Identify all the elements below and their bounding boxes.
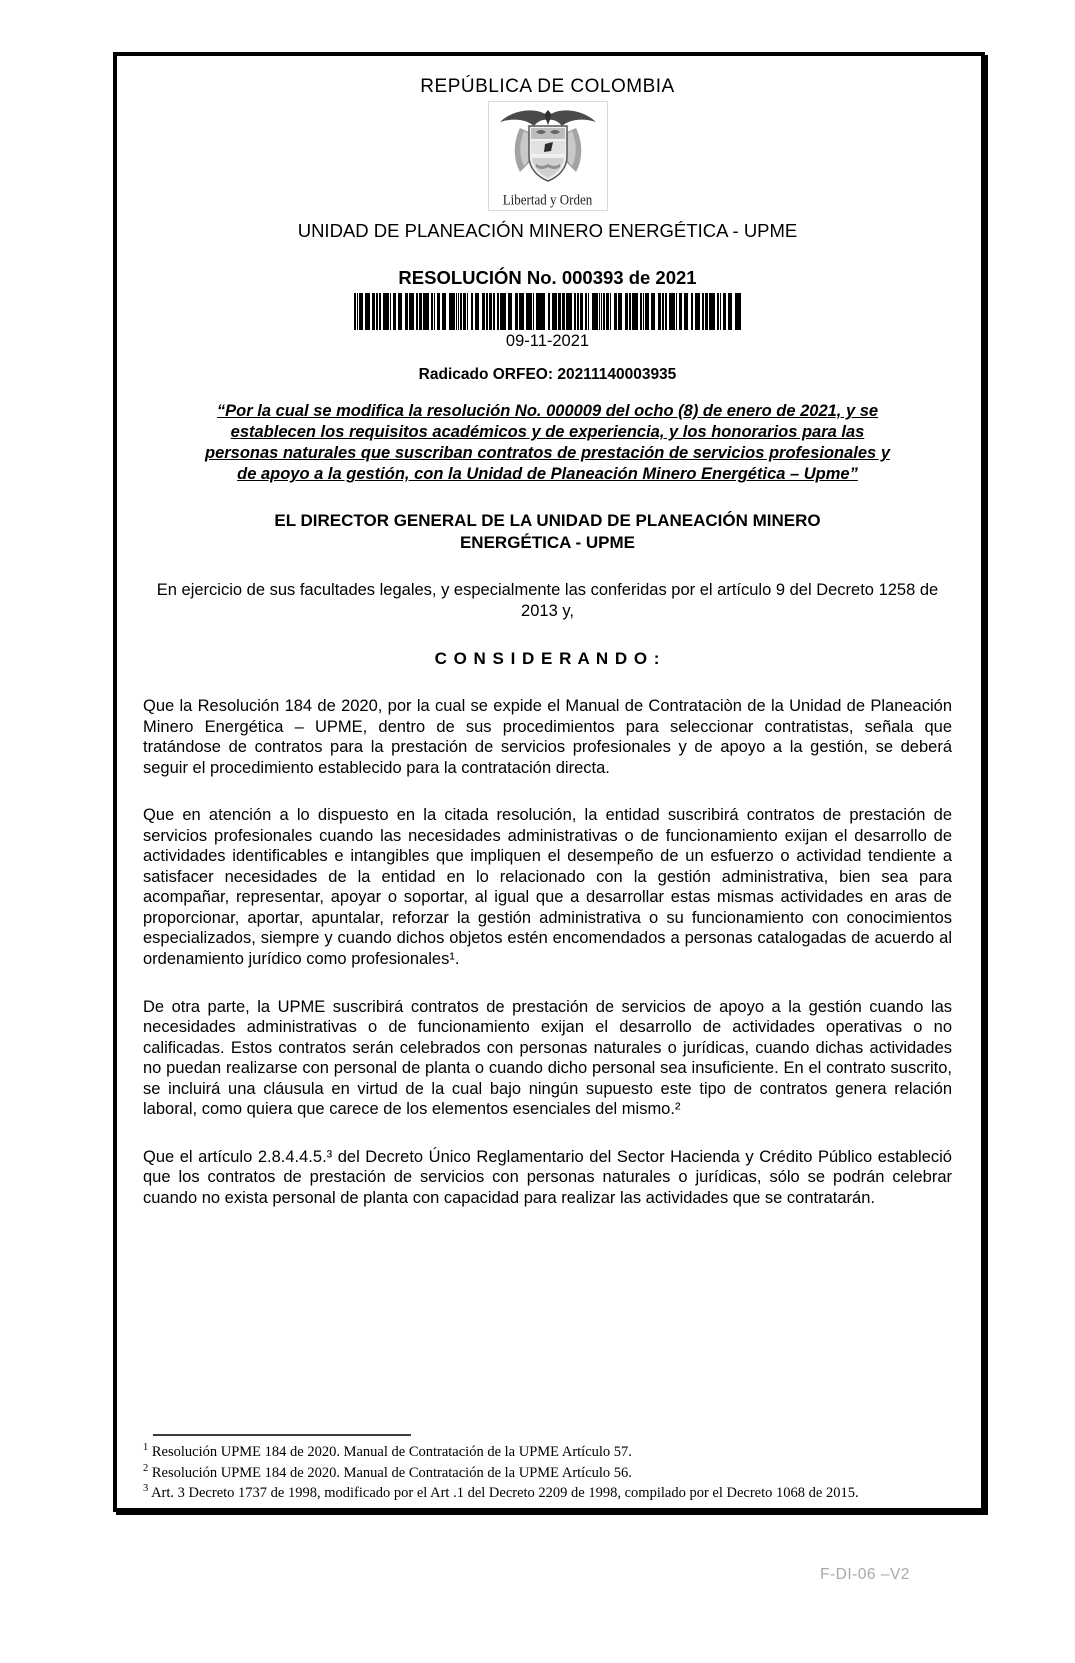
resolution-subject: “Por la cual se modifica la resolución No. 000009 del ocho (8) de enero de 2021, y se establecen los requisitos académicos y de experiencia, y los honorarios para las personas naturales que suscriban contratos de prestación de servicios profesionales y de apoyo a la gestión, con la Unidad de Planeación Minero Energética – Upme”	[205, 402, 890, 484]
footnote-3-text: Art. 3 Decreto 1737 de 1998, modificado por el Art .1 del Decreto 2209 de 1998, compilado por el Decreto 1068 de 2015.	[148, 1485, 859, 1502]
footnote-separator	[153, 1434, 411, 1436]
barcode-image	[354, 293, 742, 330]
legal-basis-text: En ejercicio de sus facultades legales, y especialmente las conferidas por el artículo 9 del Decreto 1258 de 2013 y,	[156, 580, 939, 621]
footnote-2	[143, 1462, 952, 1483]
paragraph-4: Que el artículo 2.8.4.4.5.³ del Decreto Único Reglamentario del Sector Hacienda y Crédito Público estableció que los contratos de prestación de servicios con personas naturales o jurídicas, sólo se podrán celebrar cuando no exista personal de planta con capacidad para realizar las actividades que se contratarán.	[143, 1147, 952, 1207]
footnote-1-marker: 1	[143, 1441, 149, 1453]
republic-heading: REPÚBLICA DE COLOMBIA	[420, 76, 675, 97]
footnote-3	[143, 1482, 952, 1503]
paragraph-3: De otra parte, la UPME suscribirá contratos de prestación de servicios de apoyo a la gestión cuando las necesidades administrativas o de funcionamiento exijan el desarrollo de actividades operativas o no calificadas. Estos contratos serán celebrados con personas naturales o jurídicas, cuando dichas actividades no puedan realizarse con personal de planta o cuando dicho personal sea insuficiente. En el contrato suscrito, se incluirá una cláusula en virtud de la cual bajo ningún supuesto este tipo de contratos genera relación laboral, como quiera que carece de los elementos esenciales del mismo.²	[143, 997, 952, 1119]
considerando-heading: C O N S I D E R A N D O :	[434, 649, 661, 669]
form-code-footer: F-DI-06 –V2	[820, 1566, 910, 1583]
resolution-title: RESOLUCIÓN No. 000393 de 2021	[398, 267, 697, 288]
footnote-1-text: Resolución UPME 184 de 2020. Manual de Contratación de la UPME Artículo 57.	[148, 1443, 632, 1460]
crest-motto: Libertad y Orden	[502, 191, 593, 208]
barcode-date: 09-11-2021	[505, 332, 590, 350]
entity-heading: UNIDAD DE PLANEACIÓN MINERO ENERGÉTICA - UPME	[297, 220, 798, 241]
paragraph-1: Que la Resolución 184 de 2020, por la cual se expide el Manual de Contrataciòn de la Unidad de Planeación Minero Energética – UPME, dentro de sus procedimientos para seleccionar contratistas, señala que tratándose de contratos para la prestación de servicios profesionales y de apoyo a la gestión, se deberá seguir el procedimiento establecido para la contratación directa.	[143, 697, 952, 777]
footnote-2-text: Resolución UPME 184 de 2020. Manual de Contratación de la UPME Artículo 56.	[148, 1464, 632, 1481]
footnote-1	[143, 1441, 952, 1462]
issuer-heading: EL DIRECTOR GENERAL DE LA UNIDAD DE PLANEACIÓN MINERO ENERGÉTICA - UPME	[274, 511, 821, 552]
page-border-frame	[113, 52, 985, 1512]
footnote-2-marker: 2	[143, 1462, 149, 1474]
coat-of-arms-icon	[496, 104, 600, 192]
paragraph-2: Que en atención a lo dispuesto en la citada resolución, la entidad suscribirá contratos de prestación de servicios profesionales cuando las necesidades administrativas o de funcionamiento exijan el desarrollo de actividades identificables e intangibles que impliquen el desempeño de un esfuerzo o actividad tendiente a satisfacer necesidades de la entidad en lo relacionado con la gestión administrativa, bien sea para acompañar, representar, apoyar o soportar, al igual que a desarrollar estas mismas actividades en aras de proporcionar, aportar, apuntalar, reforzar la gestión administrativa o su funcionamiento con conocimientos especializados, siempre y cuando dichos objetos estén encomendados a personas catalogadas de acuerdo al ordenamiento jurídico como profesionales¹.	[143, 806, 952, 968]
footnotes-section	[143, 1434, 952, 1503]
radicado-number: Radicado ORFEO: 20211140003935	[418, 366, 677, 383]
footnote-3-marker: 3	[143, 1483, 149, 1495]
coat-of-arms	[488, 101, 608, 211]
